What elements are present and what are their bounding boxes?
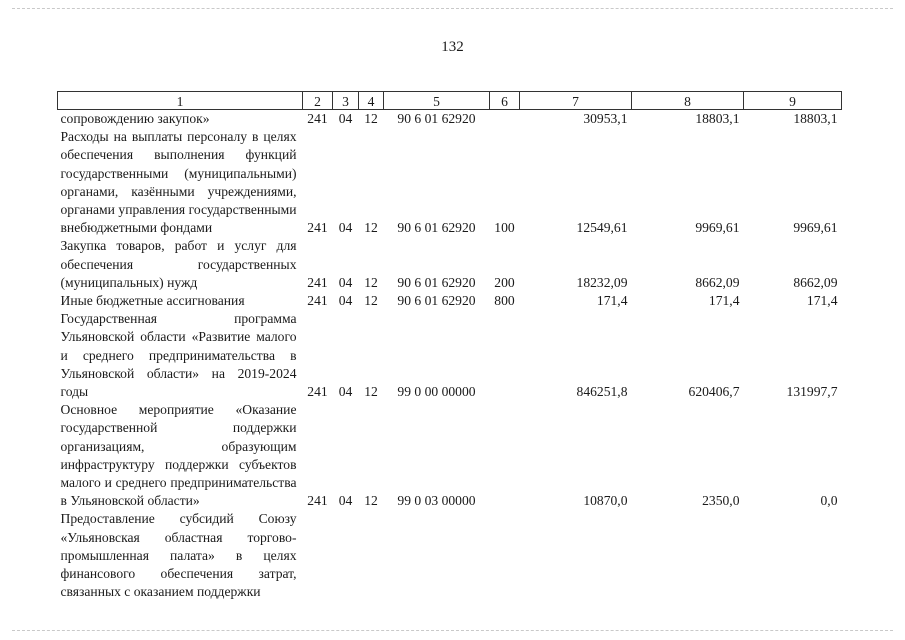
row-description: Предоставление субсидий Союзу «Ульяновская областная торгово-промышленная палата» в целях финансового обеспечения затрат, связанных с оказанием поддержки [60, 511, 297, 600]
table-row [58, 510, 842, 601]
row-code-5: 99 0 00 00000 [397, 384, 476, 400]
row-code-6: 200 [494, 274, 515, 290]
row-code-2 [303, 510, 333, 601]
row-code-6 [490, 510, 520, 601]
row-code-2: 241 [307, 111, 328, 126]
row-amount-9: 0,0 [820, 493, 838, 509]
row-amount-9: 18803,1 [793, 111, 838, 126]
row-code-4: 12 [364, 293, 378, 309]
header-col-4: 4 [359, 92, 384, 110]
row-code-3: 04 [338, 111, 353, 126]
table-row [58, 310, 842, 401]
header-col-5: 5 [384, 92, 490, 110]
row-amount-7 [520, 510, 632, 601]
row-code-4: 12 [364, 220, 378, 236]
scan-edge-top [12, 8, 893, 9]
row-amount-8: 620406,7 [688, 384, 740, 400]
row-code-2: 241 [307, 220, 328, 236]
table-row [58, 128, 842, 237]
row-description: Государственная программа Ульяновской области «Развитие малого и среднего предпринимательства в Ульяновской области» на 2019-2024 годы [60, 311, 297, 400]
row-code-2: 241 [307, 384, 328, 400]
table-row [58, 292, 842, 310]
row-amount-7: 12549,61 [576, 220, 628, 236]
row-amount-8 [632, 510, 744, 601]
row-code-4: 12 [364, 493, 378, 509]
header-col-1: 1 [58, 92, 303, 110]
table-row [58, 237, 842, 292]
row-amount-8: 8662,09 [695, 274, 740, 290]
row-amount-8: 2350,0 [702, 493, 740, 509]
row-code-6 [490, 310, 520, 401]
row-code-5: 90 6 01 62920 [397, 274, 476, 290]
header-col-8: 8 [632, 92, 744, 110]
row-code-3: 04 [338, 384, 353, 400]
table-header-row [58, 92, 842, 110]
row-amount-7: 30953,1 [583, 111, 628, 126]
row-code-4: 12 [364, 111, 378, 126]
row-code-6 [490, 401, 520, 510]
row-code-3: 04 [338, 220, 353, 236]
header-col-9: 9 [744, 92, 842, 110]
row-amount-7: 10870,0 [583, 493, 628, 509]
table-row [58, 110, 842, 129]
header-col-7: 7 [520, 92, 632, 110]
row-code-2: 241 [307, 293, 328, 309]
row-amount-8: 171,4 [708, 293, 740, 309]
row-amount-8: 9969,61 [695, 220, 740, 236]
header-col-6: 6 [490, 92, 520, 110]
row-code-6: 100 [494, 220, 515, 236]
row-code-3 [333, 510, 359, 601]
row-amount-9 [744, 510, 842, 601]
row-code-5: 90 6 01 62920 [397, 111, 476, 126]
row-code-2: 241 [307, 274, 328, 290]
budget-table [57, 91, 842, 601]
row-code-6 [490, 110, 520, 129]
row-code-2: 241 [307, 493, 328, 509]
header-col-2: 2 [303, 92, 333, 110]
row-description: Закупка товаров, работ и услуг для обеспечения государственных (муниципальных) нужд [60, 238, 297, 290]
table-row [58, 401, 842, 510]
row-amount-8: 18803,1 [695, 111, 740, 126]
row-description: сопровождению закупок» [60, 111, 210, 126]
header-col-3: 3 [333, 92, 359, 110]
row-amount-7: 18232,09 [576, 274, 628, 290]
row-code-5: 99 0 03 00000 [397, 493, 476, 509]
row-code-5: 90 6 01 62920 [397, 220, 476, 236]
page-number: 132 [441, 39, 464, 55]
row-amount-7: 846251,8 [576, 384, 628, 400]
row-code-5: 90 6 01 62920 [397, 293, 476, 309]
row-description: Основное мероприятие «Оказание государственной поддержки организациям, образующим инфраструктуру поддержки субъектов малого и среднего предпринимательства в Ульяновской области» [60, 402, 297, 509]
row-code-6: 800 [494, 293, 515, 309]
row-amount-9: 9969,61 [793, 220, 838, 236]
row-code-4 [359, 510, 384, 601]
row-description: Иные бюджетные ассигнования [60, 293, 245, 309]
scan-edge-bottom [12, 630, 893, 631]
row-amount-9: 131997,7 [786, 384, 838, 400]
row-code-3: 04 [338, 274, 353, 290]
row-code-4: 12 [364, 274, 378, 290]
row-code-3: 04 [338, 493, 353, 509]
row-amount-9: 171,4 [806, 293, 838, 309]
row-code-4: 12 [364, 384, 378, 400]
row-code-3: 04 [338, 293, 353, 309]
row-code-5 [384, 510, 490, 601]
row-amount-7: 171,4 [596, 293, 628, 309]
row-amount-9: 8662,09 [793, 274, 838, 290]
row-description: Расходы на выплаты персоналу в целях обеспечения выполнения функций государственными (муниципальными) органами, казёнными учреждениями, органами управления государственными внебюджетными фондами [60, 129, 297, 236]
